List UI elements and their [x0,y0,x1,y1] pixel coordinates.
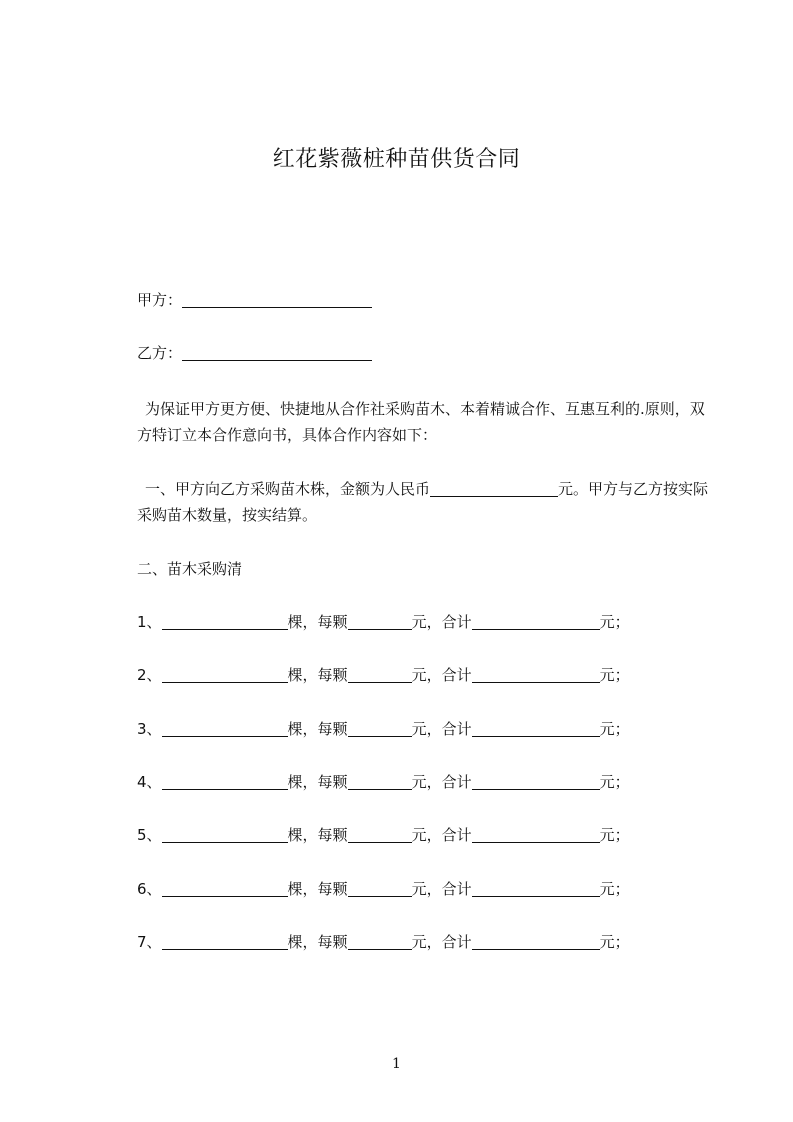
list-item [137,718,630,740]
total-text: 元，合计 [411,773,472,791]
total-text: 元，合计 [411,826,472,844]
quantity-blank[interactable] [162,826,288,843]
list-item [137,771,630,793]
quantity-blank[interactable] [162,880,288,897]
list-item-number: 5、 [137,826,162,844]
total-text: 元，合计 [411,880,472,898]
party-b-line [137,342,372,364]
quantity-blank[interactable] [162,933,288,950]
unit-price-blank[interactable] [348,933,412,950]
unit-text: 棵，每颗 [287,666,348,684]
end-text: 元； [599,880,630,898]
end-text: 元； [599,773,630,791]
list-item [137,611,630,633]
quantity-blank[interactable] [162,773,288,790]
unit-price-blank[interactable] [348,720,412,737]
party-b-label: 乙方： [137,344,183,362]
list-item-number: 2、 [137,666,162,684]
clause-1-text-before: 一、甲方向乙方采购苗木株，金额为人民币 [145,480,431,498]
clause-2-heading: 二、苗木采购清 [137,560,243,578]
total-blank[interactable] [472,880,600,897]
end-text: 元； [599,613,630,631]
list-item-number: 4、 [137,773,162,791]
unit-text: 棵，每颗 [287,613,348,631]
quantity-blank[interactable] [162,613,288,630]
quantity-blank[interactable] [162,720,288,737]
list-item-number: 6、 [137,880,162,898]
total-blank[interactable] [472,666,600,683]
clause-1-paragraph [137,476,712,528]
total-text: 元，合计 [411,613,472,631]
list-item-number: 3、 [137,720,162,738]
party-a-label: 甲方： [137,291,183,309]
clause-1-text-after: 元。甲方与乙方按实际采购苗木数量，按实结算。 [137,480,709,524]
clause-1-amount-blank[interactable] [430,480,558,497]
list-item [137,664,630,686]
unit-price-blank[interactable] [348,666,412,683]
list-item [137,878,630,900]
unit-text: 棵，每颗 [287,826,348,844]
intro-paragraph: 为保证甲方更方便、快捷地从合作社采购苗木、本着精诚合作、互惠互利的.原则，双方特订立本合作意向书，具体合作内容如下： [137,400,705,444]
unit-price-blank[interactable] [348,880,412,897]
document-title: 红花紫薇桩种苗供货合同 [272,147,521,172]
unit-text: 棵，每颗 [287,933,348,951]
total-text: 元，合计 [411,720,472,738]
total-blank[interactable] [472,933,600,950]
party-b-blank[interactable] [182,344,372,361]
unit-price-blank[interactable] [348,826,412,843]
unit-price-blank[interactable] [348,613,412,630]
list-item-number: 7、 [137,933,162,951]
total-text: 元，合计 [411,933,472,951]
end-text: 元； [599,720,630,738]
total-text: 元，合计 [411,666,472,684]
list-item [137,824,630,846]
list-item-number: 1、 [137,613,162,631]
list-item [137,931,630,953]
total-blank[interactable] [472,613,600,630]
total-blank[interactable] [472,826,600,843]
end-text: 元； [599,933,630,951]
unit-text: 棵，每颗 [287,773,348,791]
unit-price-blank[interactable] [348,773,412,790]
quantity-blank[interactable] [162,666,288,683]
end-text: 元； [599,826,630,844]
total-blank[interactable] [472,720,600,737]
end-text: 元； [599,666,630,684]
unit-text: 棵，每颗 [287,720,348,738]
party-a-line [137,289,372,311]
unit-text: 棵，每颗 [287,880,348,898]
total-blank[interactable] [472,773,600,790]
party-a-blank[interactable] [182,291,372,308]
page-number: 1 [392,1056,401,1072]
